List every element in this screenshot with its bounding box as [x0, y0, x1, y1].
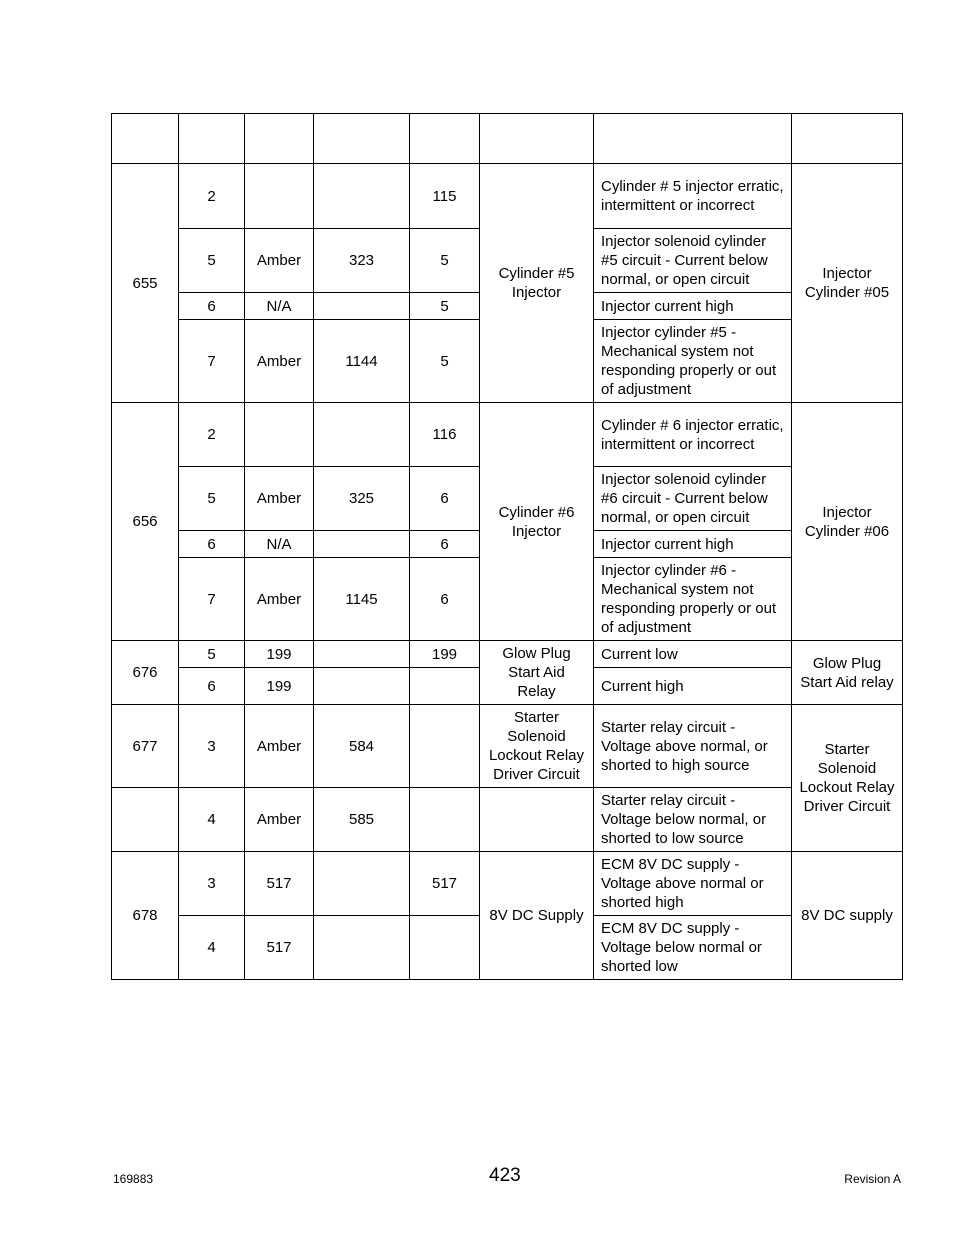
- pcode-cell: [410, 916, 480, 980]
- system-cell: Glow Plug Start Aid relay: [792, 641, 903, 705]
- table-row: [112, 705, 903, 788]
- code-cell: 323: [314, 229, 410, 293]
- description-cell: ECM 8V DC supply - Voltage above normal or shorted high: [594, 852, 792, 916]
- code-cell: [314, 164, 410, 229]
- header-cell: [410, 114, 480, 164]
- lamp-cell: Amber: [245, 558, 314, 641]
- lamp-cell: Amber: [245, 467, 314, 531]
- component-cell: Glow Plug Start Aid Relay: [480, 641, 594, 705]
- pcode-cell: 199: [410, 641, 480, 668]
- lamp-cell: Amber: [245, 705, 314, 788]
- pcode-cell: [410, 705, 480, 788]
- pcode-cell: [410, 788, 480, 852]
- code-cell: 584: [314, 705, 410, 788]
- table-row: [112, 641, 903, 668]
- spn-cell: 655: [112, 164, 179, 403]
- system-cell: Starter Solenoid Lockout Relay Driver Circuit: [792, 705, 903, 852]
- lamp-cell: Amber: [245, 788, 314, 852]
- lamp-cell: Amber: [245, 229, 314, 293]
- pcode-cell: 6: [410, 531, 480, 558]
- system-cell: Injector Cylinder #05: [792, 164, 903, 403]
- lamp-cell: N/A: [245, 531, 314, 558]
- lamp-cell: 199: [245, 641, 314, 668]
- code-cell: [314, 403, 410, 467]
- fmi-cell: 6: [179, 531, 245, 558]
- header-cell: [112, 114, 179, 164]
- code-cell: [314, 916, 410, 980]
- component-cell: Starter Solenoid Lockout Relay Driver Circuit: [480, 705, 594, 788]
- table-row: [112, 403, 903, 467]
- fmi-cell: 5: [179, 229, 245, 293]
- description-cell: Injector solenoid cylinder #5 circuit - Current below normal, or open circuit: [594, 229, 792, 293]
- fault-code-table: [111, 113, 903, 980]
- spn-cell: 656: [112, 403, 179, 641]
- code-cell: [314, 641, 410, 668]
- pcode-cell: 116: [410, 403, 480, 467]
- pcode-cell: [410, 668, 480, 705]
- lamp-cell: [245, 164, 314, 229]
- lamp-cell: [245, 403, 314, 467]
- lamp-cell: 199: [245, 668, 314, 705]
- component-cell: Cylinder #5 Injector: [480, 164, 594, 403]
- fmi-cell: 2: [179, 403, 245, 467]
- fmi-cell: 5: [179, 467, 245, 531]
- description-cell: Injector cylinder #6 - Mechanical system not responding properly or out of adjustment: [594, 558, 792, 641]
- code-cell: 325: [314, 467, 410, 531]
- header-cell: [480, 114, 594, 164]
- pcode-cell: 5: [410, 320, 480, 403]
- description-cell: Starter relay circuit - Voltage above normal, or shorted to high source: [594, 705, 792, 788]
- code-cell: 585: [314, 788, 410, 852]
- component-cell: Cylinder #6 Injector: [480, 403, 594, 641]
- system-cell: Injector Cylinder #06: [792, 403, 903, 641]
- revision-label: Revision A: [844, 1172, 901, 1186]
- description-cell: Cylinder # 6 injector erratic, intermittent or incorrect: [594, 403, 792, 467]
- component-cell: [480, 788, 594, 852]
- table-row: [112, 788, 903, 852]
- description-cell: Injector current high: [594, 293, 792, 320]
- spn-cell: 676: [112, 641, 179, 705]
- document-number: 169883: [113, 1172, 154, 1186]
- lamp-cell: 517: [245, 852, 314, 916]
- fmi-cell: 6: [179, 668, 245, 705]
- table-row: [112, 164, 903, 229]
- lamp-cell: N/A: [245, 293, 314, 320]
- code-cell: [314, 668, 410, 705]
- header-cell: [594, 114, 792, 164]
- description-cell: Injector solenoid cylinder #6 circuit - Current below normal, or open circuit: [594, 467, 792, 531]
- header-cell: [314, 114, 410, 164]
- pcode-cell: 115: [410, 164, 480, 229]
- description-cell: Current low: [594, 641, 792, 668]
- pcode-cell: 5: [410, 293, 480, 320]
- spn-cell: 678: [112, 852, 179, 980]
- spn-cell: 677: [112, 705, 179, 788]
- fmi-cell: 5: [179, 641, 245, 668]
- header-cell: [179, 114, 245, 164]
- fmi-cell: 2: [179, 164, 245, 229]
- header-row: [112, 114, 903, 164]
- component-cell: 8V DC Supply: [480, 852, 594, 980]
- fmi-cell: 7: [179, 558, 245, 641]
- code-cell: [314, 531, 410, 558]
- description-cell: Starter relay circuit - Voltage below normal, or shorted to low source: [594, 788, 792, 852]
- description-cell: Injector current high: [594, 531, 792, 558]
- lamp-cell: Amber: [245, 320, 314, 403]
- fmi-cell: 6: [179, 293, 245, 320]
- code-cell: [314, 852, 410, 916]
- header-cell: [792, 114, 903, 164]
- pcode-cell: 517: [410, 852, 480, 916]
- system-cell: 8V DC supply: [792, 852, 903, 980]
- code-cell: [314, 293, 410, 320]
- header-cell: [245, 114, 314, 164]
- description-cell: Injector cylinder #5 - Mechanical system not responding properly or out of adjustment: [594, 320, 792, 403]
- description-cell: Current high: [594, 668, 792, 705]
- pcode-cell: 6: [410, 558, 480, 641]
- lamp-cell: 517: [245, 916, 314, 980]
- fmi-cell: 7: [179, 320, 245, 403]
- fmi-cell: 3: [179, 852, 245, 916]
- code-cell: 1144: [314, 320, 410, 403]
- spn-cell: [112, 788, 179, 852]
- table-row: [112, 852, 903, 916]
- description-cell: ECM 8V DC supply - Voltage below normal or shorted low: [594, 916, 792, 980]
- pcode-cell: 6: [410, 467, 480, 531]
- pcode-cell: 5: [410, 229, 480, 293]
- fmi-cell: 3: [179, 705, 245, 788]
- page-number: 423: [489, 1165, 521, 1186]
- fmi-cell: 4: [179, 916, 245, 980]
- code-cell: 1145: [314, 558, 410, 641]
- description-cell: Cylinder # 5 injector erratic, intermittent or incorrect: [594, 164, 792, 229]
- fmi-cell: 4: [179, 788, 245, 852]
